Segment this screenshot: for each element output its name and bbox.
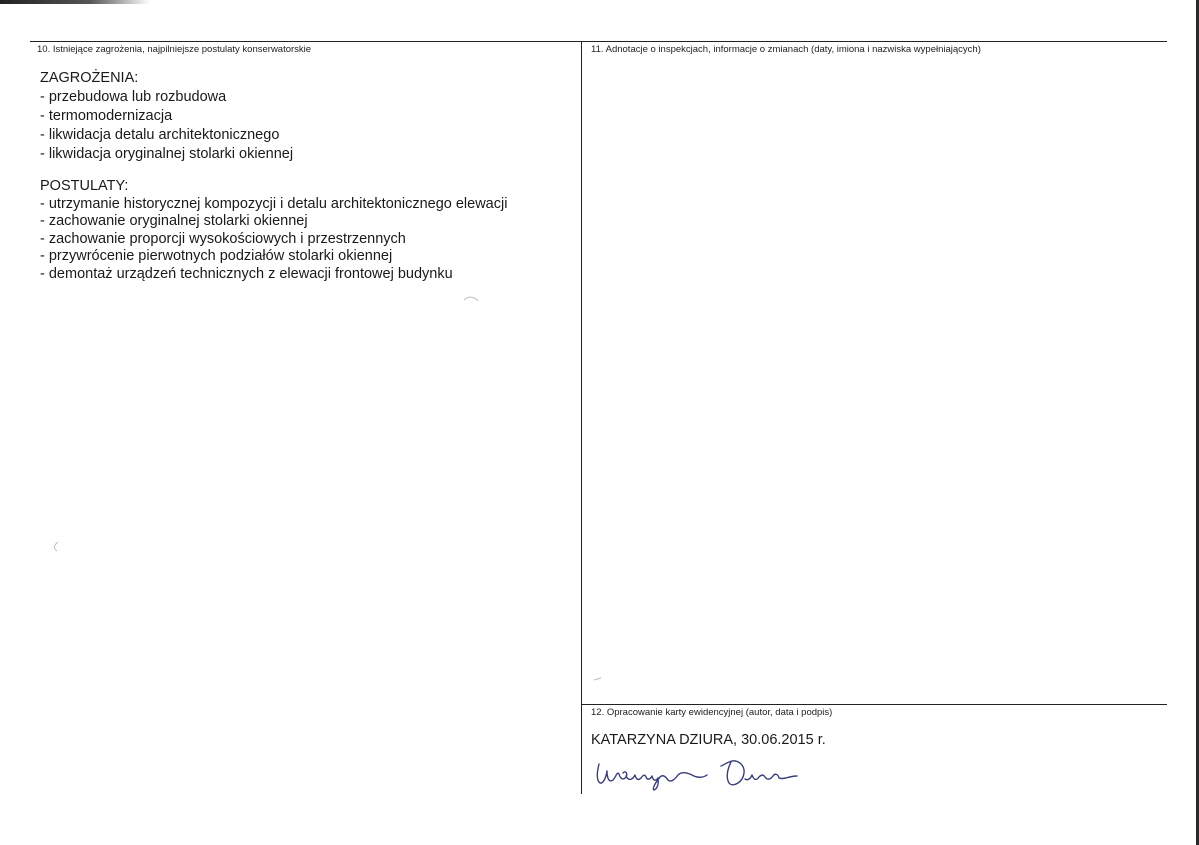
threat-item: - termomodernizacja (40, 108, 173, 124)
threat-item: - przebudowa lub rozbudowa (40, 89, 227, 105)
section11-header: 11. Adnotacje o inspekcjach, informacje o zmianach (daty, imiona i nazwiska wypełniających) (591, 44, 981, 55)
threat-item: - likwidacja detalu architektonicznego (40, 127, 280, 143)
author-date-line: KATARZYNA DZIURA, 30.06.2015 r. (591, 732, 826, 748)
threat-item: - likwidacja oryginalnej stolarki okiennej (40, 146, 294, 162)
section12-header: 12. Opracowanie karty ewidencyjnej (autor, data i podpis) (591, 707, 833, 718)
postulate-item: - utrzymanie historycznej kompozycji i detalu architektonicznego elewacji (40, 195, 508, 212)
postulate-item: - zachowanie oryginalnej stolarki okiennej (40, 213, 308, 230)
postulate-item: - demontaż urządzeń technicznych z elewacji frontowej budynku (40, 265, 453, 282)
postulates-title: POSTULATY: (40, 178, 129, 194)
threats-title: ZAGROŻENIA: (40, 70, 139, 86)
postulate-item: - zachowanie proporcji wysokościowych i przestrzennych (40, 230, 406, 247)
section10-header: 10. Istniejące zagrożenia, najpilniejsze postulaty konserwatorskie (37, 44, 312, 55)
postulate-item: - przywrócenie pierwotnych podziałów stolarki okiennej (40, 248, 393, 265)
